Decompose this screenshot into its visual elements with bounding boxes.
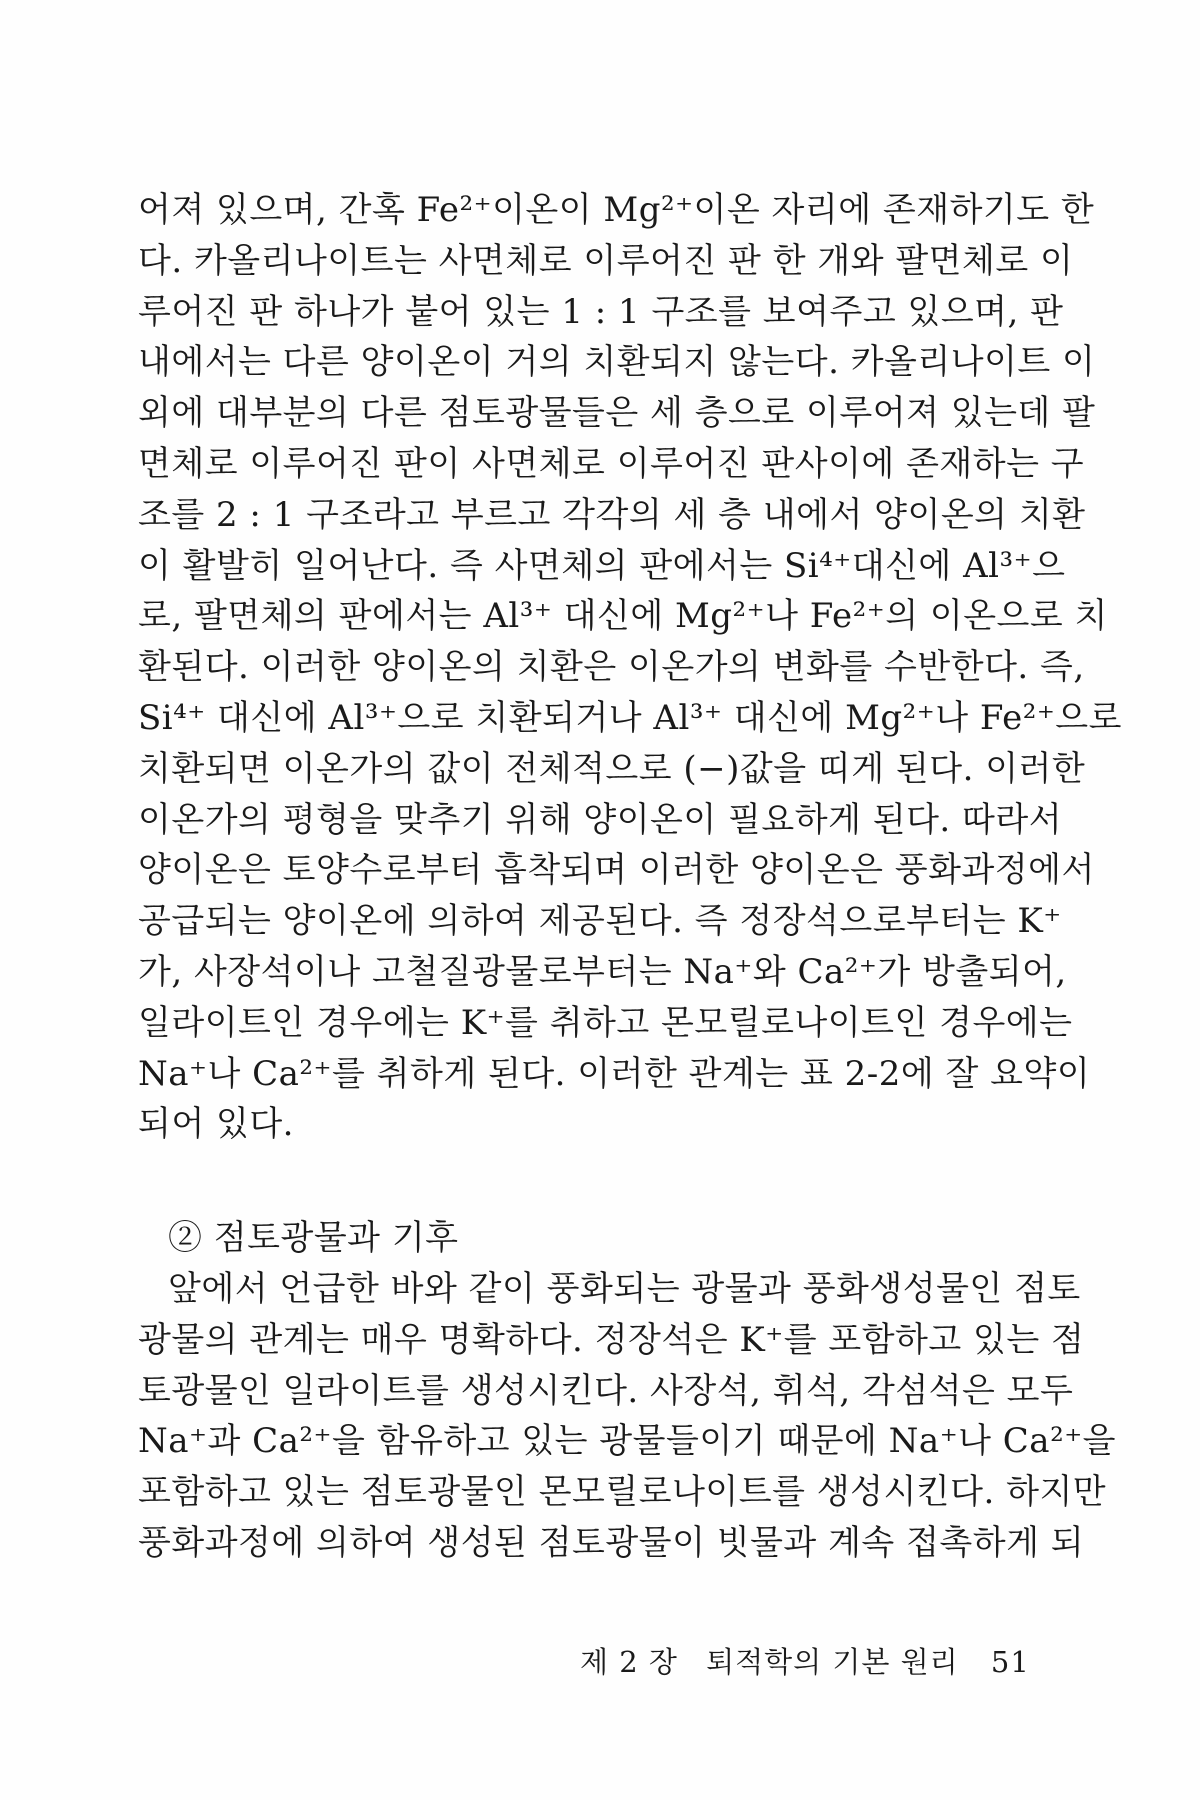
text-line: 외에 대부분의 다른 점토광물들은 세 층으로 이루어져 있는데 팔 bbox=[138, 393, 1096, 434]
text-line: 토광물인 일라이트를 생성시킨다. 사장석, 휘석, 각섬석은 모두 bbox=[138, 1370, 1074, 1411]
text-line: 환된다. 이러한 양이온의 치환은 이온가의 변화를 수반한다. 즉, bbox=[138, 647, 1085, 688]
paragraph-gap bbox=[138, 1150, 1018, 1213]
text-line: Si⁴⁺ 대신에 Al³⁺으로 치환되거나 Al³⁺ 대신에 Mg²⁺나 Fe²⁺으로 bbox=[138, 697, 1122, 738]
text-line: 풍화과정에 의하여 생성된 점토광물이 빗물과 계속 접촉하게 되 bbox=[138, 1522, 1085, 1563]
text-line: 앞에서 언급한 바와 같이 풍화되는 광물과 풍화생성물인 점토 bbox=[168, 1268, 1081, 1309]
text-line: 내에서는 다른 양이온이 거의 치환되지 않는다. 카올리나이트 이 bbox=[138, 342, 1096, 383]
text-line: Na⁺과 Ca²⁺을 함유하고 있는 광물들이기 때문에 Na⁺나 Ca²⁺을 bbox=[138, 1421, 1117, 1462]
footer-chapter-title: 퇴적학의 기본 원리 bbox=[706, 1645, 959, 1679]
text-line: 면체로 이루어진 판이 사면체로 이루어진 판사이에 존재하는 구 bbox=[138, 443, 1085, 484]
text-line: 치환되면 이온가의 값이 전체적으로 (−)값을 띠게 된다. 이러한 bbox=[138, 748, 1086, 789]
text-line: 가, 사장석이나 고철질광물로부터는 Na⁺와 Ca²⁺가 방출되어, bbox=[138, 951, 1067, 992]
footer-chapter: 제 2 장 bbox=[580, 1645, 678, 1679]
text-line: 이온가의 평형을 맞추기 위해 양이온이 필요하게 된다. 따라서 bbox=[138, 799, 1063, 840]
section-heading: ② 점토광물과 기후 bbox=[168, 1218, 459, 1259]
text-line: 어져 있으며, 간혹 Fe²⁺이온이 Mg²⁺이온 자리에 존재하기도 한 bbox=[138, 190, 1095, 230]
text-line: 되어 있다. bbox=[138, 1104, 294, 1145]
text-line: 조를 2 : 1 구조라고 부르고 각각의 세 층 내에서 양이온의 치환 bbox=[138, 494, 1086, 535]
text-line: 양이온은 토양수로부터 흡착되며 이러한 양이온은 풍화과정에서 bbox=[138, 850, 1095, 891]
text-line: 공급되는 양이온에 의하여 제공된다. 즉 정장석으로부터는 K⁺ bbox=[138, 901, 1062, 942]
page-footer bbox=[580, 1640, 1030, 1681]
text-line: 루어진 판 하나가 붙어 있는 1 : 1 구조를 보여주고 있으며, 판 bbox=[138, 291, 1064, 332]
page-number: 51 bbox=[990, 1645, 1030, 1679]
text-line: 다. 카올리나이트는 사면체로 이루어진 판 한 개와 팔면체로 이 bbox=[138, 240, 1074, 281]
text-line: 일라이트인 경우에는 K⁺를 취하고 몬모릴로나이트인 경우에는 bbox=[138, 1002, 1073, 1043]
text-line: 로, 팔면체의 판에서는 Al³⁺ 대신에 Mg²⁺나 Fe²⁺의 이온으로 치 bbox=[138, 596, 1108, 637]
text-line: 포함하고 있는 점토광물인 몬모릴로나이트를 생성시킨다. 하지만 bbox=[138, 1472, 1107, 1513]
text-line: Na⁺나 Ca²⁺를 취하게 된다. 이러한 관계는 표 2-2에 잘 요약이 bbox=[138, 1053, 1091, 1094]
text-line: 광물의 관계는 매우 명확하다. 정장석은 K⁺를 포함하고 있는 점 bbox=[138, 1319, 1085, 1360]
body-text bbox=[138, 185, 1122, 1569]
text-line: 이 활발히 일어난다. 즉 사면체의 판에서는 Si⁴⁺대신에 Al³⁺으 bbox=[138, 545, 1066, 586]
